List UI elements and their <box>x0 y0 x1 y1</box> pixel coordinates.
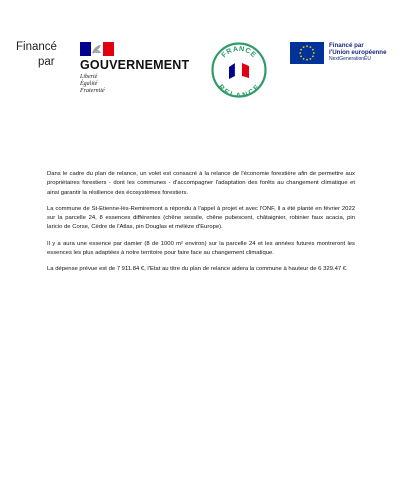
devise-egalite: Égalité <box>80 81 98 87</box>
document-body <box>47 170 355 282</box>
finance-line-2: par <box>38 56 55 68</box>
eu-text <box>329 42 393 63</box>
paragraph-depense: La dépense prévue est de 7 911.84 €, l'Etat au titre du plan de relance aidera la commune à hauteur de 6 329.47 €. <box>47 266 348 273</box>
devise <box>80 74 192 95</box>
relance-bottom-text: RELANCE <box>216 82 262 98</box>
gouvernement-logo <box>80 42 192 95</box>
finance-line-1: Financé <box>16 41 57 53</box>
gouvernement-title: GOUVERNEMENT <box>80 58 190 72</box>
relance-top-text: FRANCE <box>219 43 259 60</box>
devise-liberte: Liberté <box>80 74 98 80</box>
paragraph-commune: La commune de St-Etienne-lès-Remiremont a répondu à l'appel à projet et avec l'ONF, il a été planté en février 2022 sur la parcelle 24, 8 essences différentes (chêne sessile, chêne pubescent, châtaignier, robinier faux acacia, pin laricio de Corse, Cèdre de l'Atlas, pin Douglas et mélèze d'Europe). <box>47 205 355 231</box>
paragraph-plan-relance: Dans le cadre du plan de relance, un volet est consacré à la relance de l'économie forestière afin de permettre aux propriétaires forestiers - dont les communes - d'accompagner l'adaptation des forêts au changement climatique et ainsi garantir la résilience des écosystèmes forestiers. <box>47 171 355 196</box>
eu-line-1: Financé par <box>329 42 364 49</box>
eu-line-3: NextGenerationEU <box>329 56 371 62</box>
eu-line-2: l'Union européenne <box>329 49 387 56</box>
marianne-icon <box>80 42 114 56</box>
france-relance-logo <box>211 42 267 98</box>
finance-label <box>16 40 57 70</box>
eu-flag-icon <box>290 42 324 64</box>
paragraph-essences: Il y a aura une essence par damier (8 de 1000 m² environ) sur la parcelle 24 et les années futures montreront les essences les plus adaptées à notre territoire pour faire face au changement climatique. <box>47 240 355 257</box>
devise-fraternite: Fraternité <box>80 88 105 94</box>
